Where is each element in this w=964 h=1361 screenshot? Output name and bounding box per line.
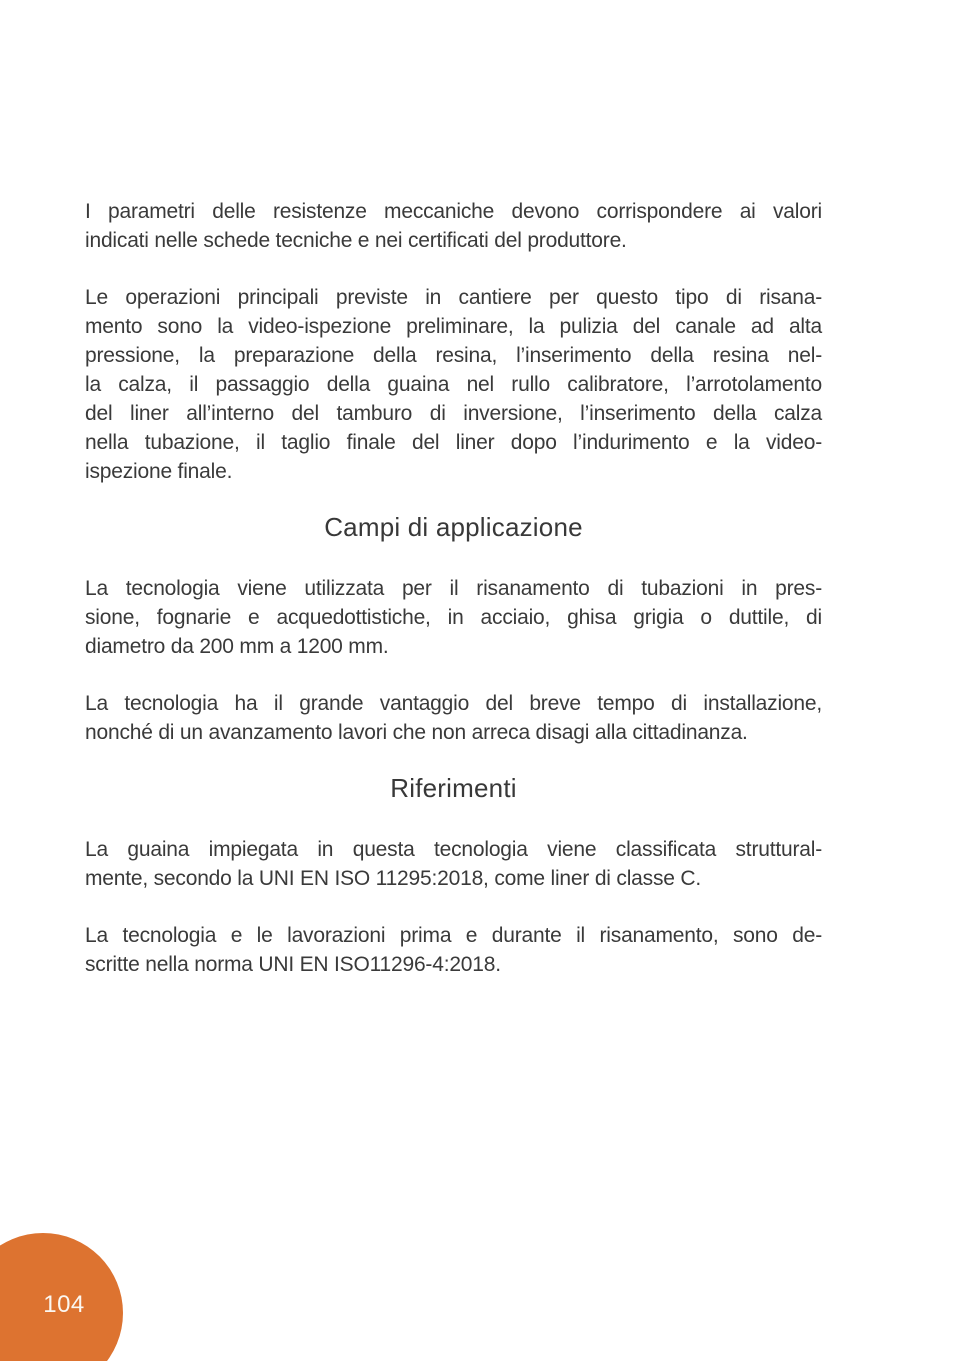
section-heading-riferimenti: Riferimenti <box>390 773 517 803</box>
paragraph <box>85 921 822 979</box>
paragraph <box>85 835 822 893</box>
text-line: scritte nella norma UNI EN ISO11296-4:2018. <box>85 953 501 976</box>
text-line: La guaina impiegata in questa tecnologia viene classificata struttural- <box>85 838 822 861</box>
paragraph <box>85 283 822 486</box>
text-line: La tecnologia ha il grande vantaggio del breve tempo di installazione, <box>85 692 822 715</box>
page-number: 104 <box>43 1291 85 1318</box>
text-line: del liner all’interno del tamburo di inversione, l’inserimento della calza <box>85 402 822 425</box>
text-line: nella tubazione, il taglio finale del liner dopo l’indurimento e la video- <box>85 431 822 454</box>
text-line: Le operazioni principali previste in cantiere per questo tipo di risana- <box>85 286 822 309</box>
paragraph <box>85 197 822 255</box>
paragraph <box>85 574 822 661</box>
text-line: ispezione finale. <box>85 460 233 483</box>
paragraph <box>85 689 822 747</box>
text-line: pressione, la preparazione della resina, l’inserimento della resina nel- <box>85 344 822 367</box>
text-line: mento sono la video-ispezione preliminare, la pulizia del canale ad alta <box>85 315 822 338</box>
text-line: la calza, il passaggio della guaina nel rullo calibratore, l’arrotolamento <box>85 373 822 396</box>
page-number-badge <box>0 1233 123 1361</box>
text-line: I parametri delle resistenze meccaniche devono corrispondere ai valori <box>85 200 822 223</box>
text-line: indicati nelle schede tecniche e nei certificati del produttore. <box>85 229 627 252</box>
text-line: La tecnologia viene utilizzata per il risanamento di tubazioni in pres- <box>85 577 822 600</box>
text-line: diametro da 200 mm a 1200 mm. <box>85 635 389 658</box>
text-line: sione, fognarie e acquedottistiche, in acciaio, ghisa grigia o duttile, di <box>85 606 822 629</box>
text-line: La tecnologia e le lavorazioni prima e durante il risanamento, sono de- <box>85 924 822 947</box>
text-line: mente, secondo la UNI EN ISO 11295:2018, come liner di classe C. <box>85 867 701 890</box>
text-column <box>85 197 822 979</box>
section-heading-campi-di-applicazione: Campi di applicazione <box>324 512 583 542</box>
text-line: nonché di un avanzamento lavori che non arreca disagi alla cittadinanza. <box>85 721 748 744</box>
